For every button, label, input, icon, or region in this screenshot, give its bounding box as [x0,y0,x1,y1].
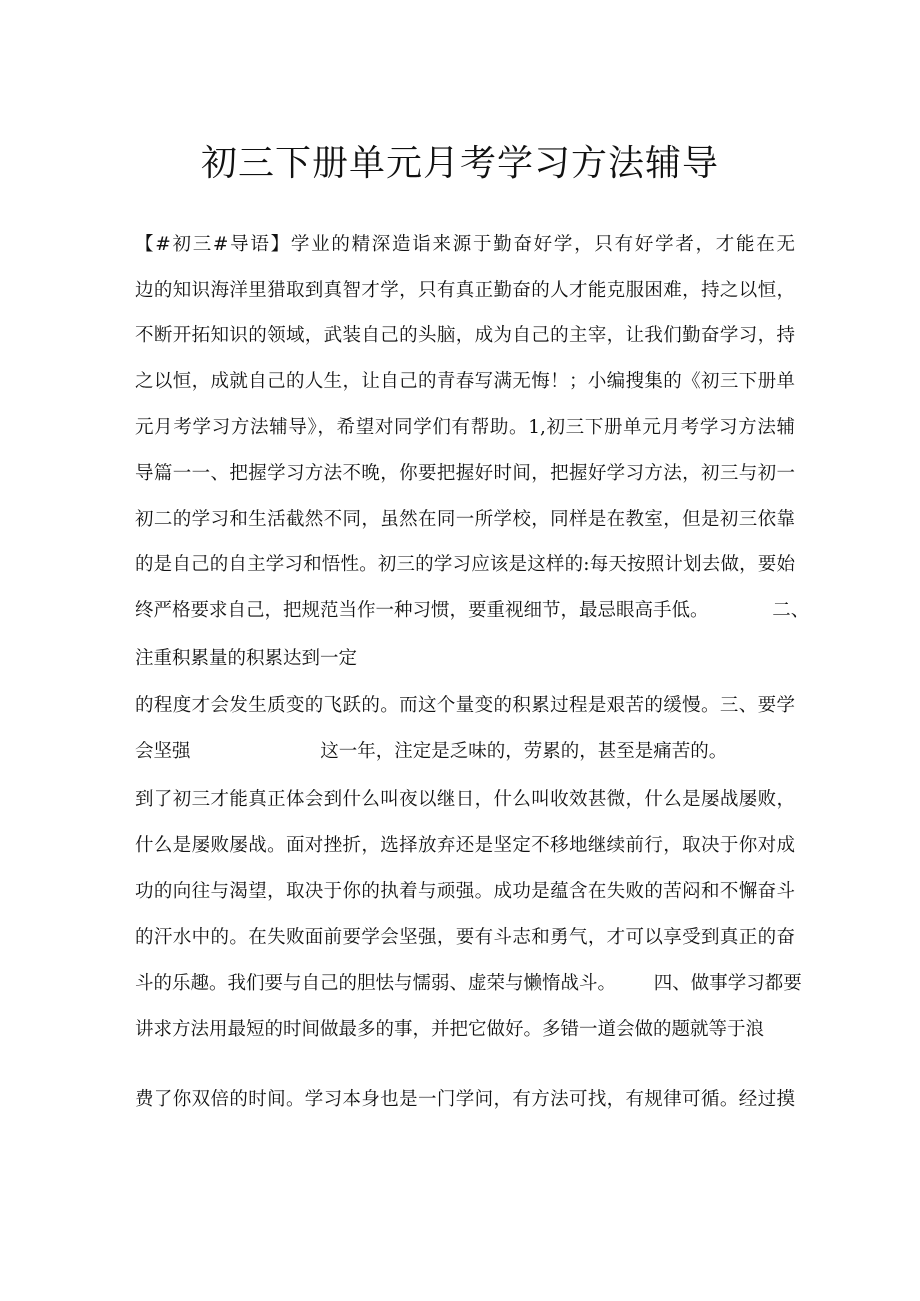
paragraph-line [135,971,802,997]
paragraph-segment: 四、做事学习都要 [653,973,802,994]
paragraph-line: 功的向往与渴望，取决于你的执着与顽强。成功是蕴含在失败的苦闷和不懈奋斗 [135,881,795,902]
page-title: 初三下册单元月考学习方法辅导 [200,143,719,184]
paragraph-line: 注重积累量的积累达到一定 [135,648,358,669]
paragraph-line: 什么是屡败屡战。面对挫折，选择放弃还是坚定不移地继续前行，取决于你对成 [135,835,795,856]
paragraph-line: 【#初三#导语】学业的精深造诣来源于勤奋好学，只有好学者，才能在无 [135,234,795,255]
paragraph-line: 边的知识海洋里猎取到真智才学，只有真正勤奋的人才能克服困难，持之以恒， [135,280,795,301]
paragraph-line: 费了你双倍的时间。学习本身也是一门学问，有方法可找，有规律可循。经过摸 [135,1089,795,1110]
paragraph-segment: 终严格要求自己，把规范当作一种习惯，要重视细节，最忌眼高手低。 [135,600,709,621]
paragraph-segment: 二、 [772,600,810,621]
paragraph-line: 到了初三才能真正体会到什么叫夜以继日，什么叫收效甚微，什么是屡战屡败， [135,789,795,810]
paragraph-line: 不断开拓知识的领域，武装自己的头脑，成为自己的主宰，让我们勤奋学习，持 [135,325,795,346]
paragraph-segment: 这一年，注定是乏味的，劳累的，甚至是痛苦的。 [320,741,728,762]
paragraph-line [135,598,810,624]
paragraph-segment: 会坚强 [135,741,191,762]
paragraph-line: 导篇一一、把握学习方法不晚，你要把握好时间，把握好学习方法，初三与初一 [135,463,795,484]
paragraph-line: 之以恒，成就自己的人生，让自己的青春写满无悔！；小编搜集的《初三下册单 [135,371,795,392]
paragraph-segment: 斗的乐趣。我们要与自己的胆怯与懦弱、虚荣与懒惰战斗。 [135,973,617,994]
paragraph-line: 讲求方法用最短的时间做最多的事，并把它做好。多错一道会做的题就等于浪 [135,1019,765,1040]
paragraph-line: 的程度才会发生质变的飞跃的。而这个量变的积累过程是艰苦的缓慢。三、要学 [135,695,795,716]
paragraph-line: 的汗水中的。在失败面前要学会坚强，要有斗志和勇气，才可以享受到真正的奋 [135,927,795,948]
paragraph-line: 初二的学习和生活截然不同，虽然在同一所学校，同样是在教室，但是初三依靠 [135,509,795,530]
paragraph-line: 元月考学习方法辅导》，希望对同学们有帮助。1,初三下册单元月考学习方法辅 [135,417,795,438]
paragraph-line: 的是自己的自主学习和悟性。初三的学习应该是这样的:每天按照计划去做，要始 [135,554,795,575]
paragraph-line [135,739,795,765]
